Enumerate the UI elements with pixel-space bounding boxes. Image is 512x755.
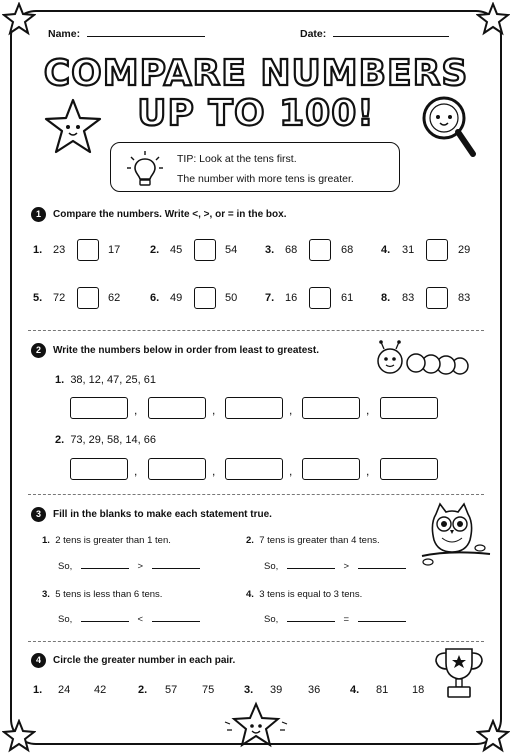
circle-number[interactable]: 57: [165, 684, 178, 696]
order-question-2: 2. 73, 29, 58, 14, 66: [55, 434, 156, 446]
compare-item: 5.: [33, 292, 43, 304]
compare-item: 4.: [381, 244, 391, 256]
compare-left: 45: [170, 244, 183, 256]
compare-answer-box[interactable]: [194, 239, 216, 261]
compare-answer-box[interactable]: [426, 287, 448, 309]
comma: ,: [212, 464, 216, 478]
name-field[interactable]: [48, 27, 205, 40]
comma: ,: [212, 403, 216, 417]
compare-right: 62: [108, 292, 121, 304]
compare-left: 72: [53, 292, 66, 304]
comma: ,: [366, 403, 370, 417]
compare-right: 68: [341, 244, 354, 256]
blank-line[interactable]: [152, 561, 200, 569]
compare-item: 6.: [150, 292, 160, 304]
fill-statement: 2. 7 tens is greater than 4 tens.: [246, 535, 380, 546]
order-answer-box[interactable]: [225, 397, 283, 419]
comma: ,: [134, 464, 138, 478]
compare-right: 61: [341, 292, 354, 304]
fill-statement: 1. 2 tens is greater than 1 ten.: [42, 535, 171, 546]
compare-item: 1.: [33, 244, 43, 256]
order-answer-box[interactable]: [380, 397, 438, 419]
comma: ,: [289, 403, 293, 417]
section1-title: Compare the numbers. Write <, >, or = in the box.: [53, 209, 287, 220]
blank-line[interactable]: [358, 561, 406, 569]
compare-answer-box[interactable]: [309, 287, 331, 309]
circle-item: 1.: [33, 684, 43, 696]
compare-right: 29: [458, 244, 471, 256]
fill-statement: 3. 5 tens is less than 6 tens.: [42, 589, 163, 600]
compare-left: 83: [402, 292, 415, 304]
section2-title: Write the numbers below in order from least to greatest.: [53, 345, 319, 356]
corner-star-icon: [2, 2, 36, 36]
blank-line[interactable]: [287, 561, 335, 569]
compare-left: 23: [53, 244, 66, 256]
corner-star-icon: [2, 719, 36, 753]
blank-line[interactable]: [81, 614, 129, 622]
comma: ,: [366, 464, 370, 478]
tip-line2: The number with more tens is greater.: [177, 173, 354, 185]
section4-title: Circle the greater number in each pair.: [53, 655, 236, 666]
blank-line[interactable]: [152, 614, 200, 622]
section3-number-badge: 3: [31, 507, 46, 522]
fill-answer-row: So, <: [58, 614, 200, 625]
order-answer-box[interactable]: [225, 458, 283, 480]
fill-answer-row: So, =: [264, 614, 406, 625]
circle-number[interactable]: 36: [308, 684, 321, 696]
section4-number-badge: 4: [31, 653, 46, 668]
blank-line[interactable]: [358, 614, 406, 622]
circle-number[interactable]: 39: [270, 684, 283, 696]
section1-number-badge: 1: [31, 207, 46, 222]
magnifier-icon: [418, 92, 480, 162]
compare-item: 3.: [265, 244, 275, 256]
tip-box: [110, 142, 400, 192]
tip-line1: TIP: Look at the tens first.: [177, 153, 297, 165]
trophy-icon: [432, 645, 486, 701]
fill-answer-row: So, >: [58, 561, 200, 572]
order-answer-box[interactable]: [302, 458, 360, 480]
section3-title: Fill in the blanks to make each statement true.: [53, 509, 272, 520]
compare-answer-box[interactable]: [77, 287, 99, 309]
star-icon: [222, 700, 290, 750]
compare-answer-box[interactable]: [309, 239, 331, 261]
circle-number[interactable]: 75: [202, 684, 215, 696]
compare-right: 83: [458, 292, 471, 304]
circle-item: 4.: [350, 684, 360, 696]
circle-number[interactable]: 42: [94, 684, 107, 696]
name-label: Name:: [48, 28, 81, 40]
star-icon: [42, 96, 104, 158]
circle-number[interactable]: 81: [376, 684, 389, 696]
number-list: 38, 12, 47, 25, 61: [70, 374, 156, 386]
section2-number-badge: 2: [31, 343, 46, 358]
order-answer-box[interactable]: [302, 397, 360, 419]
compare-right: 17: [108, 244, 121, 256]
fill-answer-row: So, >: [264, 561, 406, 572]
page-title-line1: COMPARE NUMBERS: [43, 53, 469, 94]
section-divider: [28, 641, 484, 642]
compare-left: 16: [285, 292, 298, 304]
compare-right: 50: [225, 292, 238, 304]
circle-number[interactable]: 18: [412, 684, 425, 696]
date-field[interactable]: [300, 27, 449, 40]
corner-star-icon: [476, 719, 510, 753]
order-answer-box[interactable]: [380, 458, 438, 480]
order-question-1: 1. 38, 12, 47, 25, 61: [55, 374, 156, 386]
lightbulb-icon: [125, 149, 165, 189]
order-answer-box[interactable]: [70, 397, 128, 419]
date-line[interactable]: [333, 27, 449, 37]
order-answer-box[interactable]: [148, 397, 206, 419]
name-line[interactable]: [87, 27, 205, 37]
compare-right: 54: [225, 244, 238, 256]
section-divider: [28, 330, 484, 331]
caterpillar-icon: [374, 340, 470, 380]
order-answer-box[interactable]: [70, 458, 128, 480]
compare-item: 7.: [265, 292, 275, 304]
compare-left: 49: [170, 292, 183, 304]
number-list: 73, 29, 58, 14, 66: [70, 434, 156, 446]
owl-icon: [420, 500, 492, 570]
order-answer-box[interactable]: [148, 458, 206, 480]
compare-left: 68: [285, 244, 298, 256]
page-title-line2: UP TO 100!: [137, 93, 375, 134]
compare-answer-box[interactable]: [426, 239, 448, 261]
circle-number[interactable]: 24: [58, 684, 71, 696]
blank-line[interactable]: [287, 614, 335, 622]
section-divider: [28, 494, 484, 495]
fill-statement: 4. 3 tens is equal to 3 tens.: [246, 589, 363, 600]
compare-item: 8.: [381, 292, 391, 304]
corner-star-icon: [476, 2, 510, 36]
compare-left: 31: [402, 244, 415, 256]
comma: ,: [134, 403, 138, 417]
compare-answer-box[interactable]: [77, 239, 99, 261]
circle-item: 2.: [138, 684, 148, 696]
circle-item: 3.: [244, 684, 254, 696]
compare-answer-box[interactable]: [194, 287, 216, 309]
comma: ,: [289, 464, 293, 478]
blank-line[interactable]: [81, 561, 129, 569]
date-label: Date:: [300, 28, 327, 40]
compare-item: 2.: [150, 244, 160, 256]
